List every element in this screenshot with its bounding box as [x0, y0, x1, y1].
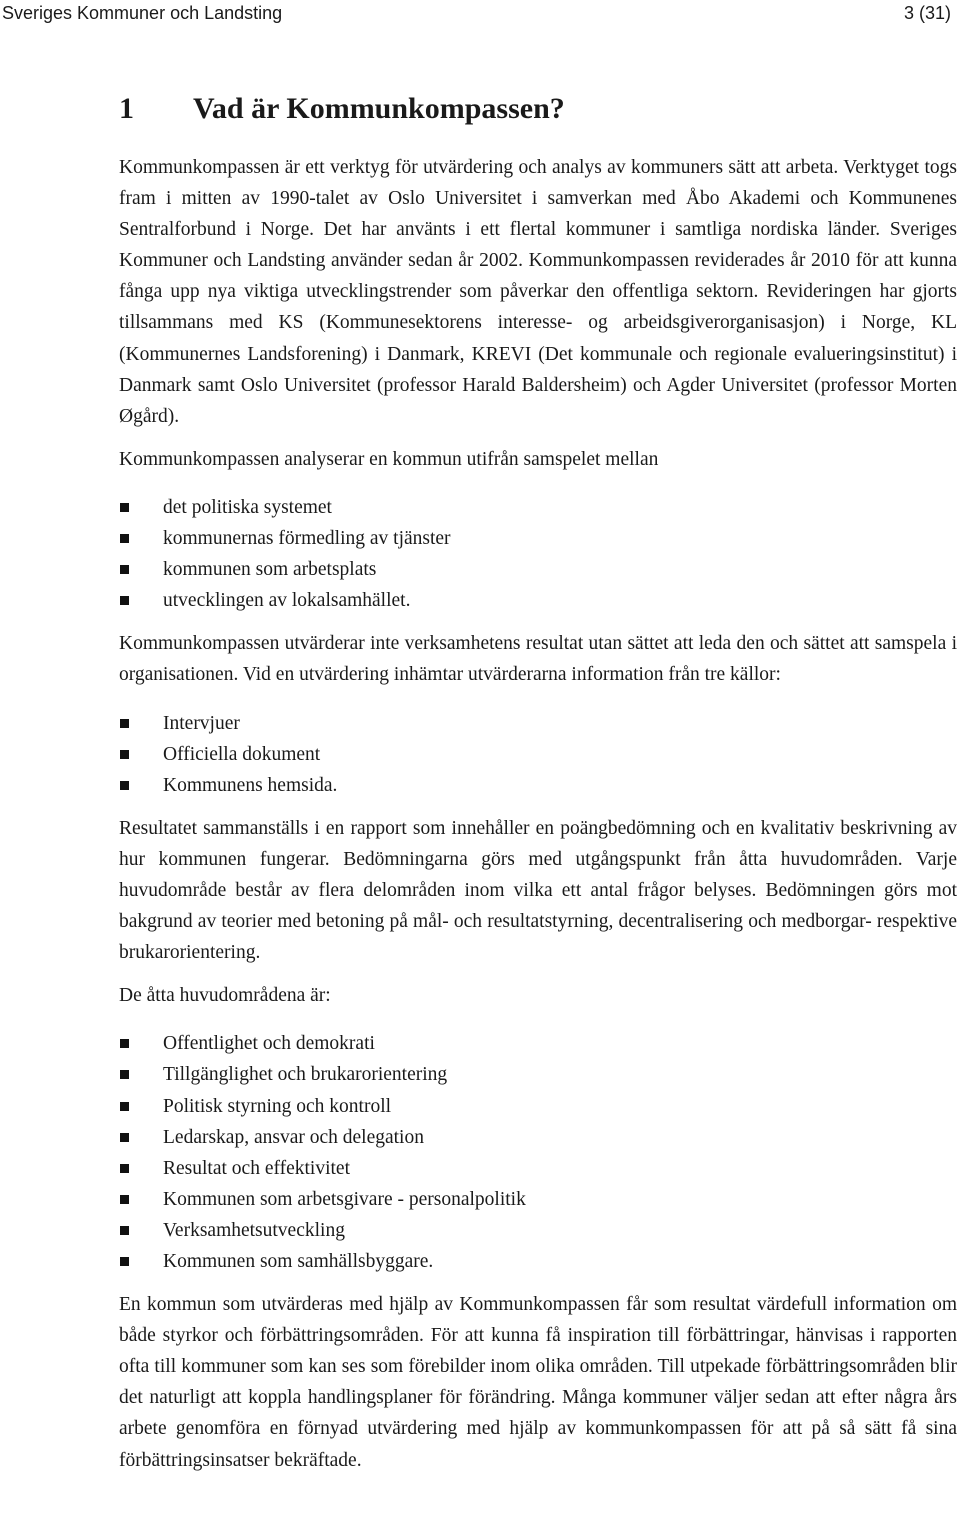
section-heading: [119, 88, 957, 130]
header-page-number: 3 (31): [903, 3, 951, 23]
square-bullet-icon: [120, 719, 129, 728]
section-title: Vad är Kommunkompassen?: [193, 92, 565, 125]
list-item: [119, 1153, 957, 1184]
list-item: [119, 1184, 957, 1215]
list-item-text: Kommunen som samhällsbyggare.: [163, 1251, 434, 1272]
list-item-text: Kommunens hemsida.: [163, 774, 338, 796]
list-item: [119, 1246, 957, 1277]
list-item-text: Kommunen som arbetsgivare - personalpolitik: [163, 1188, 526, 1210]
square-bullet-icon: [120, 750, 129, 759]
list-item-text: kommunernas förmedling av tjänster: [163, 528, 451, 550]
paragraph-main-areas-intro: De åtta huvudområdena är:: [119, 985, 331, 1007]
list-item-text: Tillgänglighet och brukarorientering: [163, 1064, 448, 1086]
document-body: [119, 88, 957, 1488]
list-item: [119, 1091, 957, 1122]
section-number: 1: [119, 92, 134, 125]
paragraph-conclusion: En kommun som utvärderas med hjälp av Kommunkompassen får som resultat värdefull information om både styrkor och förbättringsområden. För att kunna få inspiration till förbättringar, hänvisas i rapporten ofta till kommuner som kan ses som förebilder inom olika områden. Till utpekade förbättringsområden blir det naturligt att koppla handlingsplaner för förändring. Många kommuner väljer sedan att efter några års arbete genomföra en förnyad utvärdering med hjälp av kommunkompassen för att på så sätt få sina förbättringsinsatser bekräftade.: [119, 1294, 957, 1471]
square-bullet-icon: [120, 1133, 129, 1142]
sources-list: [119, 708, 957, 801]
main-areas-list: [119, 1028, 957, 1277]
list-item-text: Resultat och effektivitet: [163, 1157, 351, 1179]
square-bullet-icon: [120, 1039, 129, 1048]
list-item-text: Verksamhetsutveckling: [163, 1219, 345, 1241]
list-item: [119, 1059, 957, 1090]
square-bullet-icon: [120, 534, 129, 543]
list-item: [119, 492, 957, 523]
square-bullet-icon: [120, 1195, 129, 1204]
list-item-text: utvecklingen av lokalsamhället.: [163, 590, 411, 612]
list-item-text: Offentlighet och demokrati: [163, 1033, 375, 1055]
list-item: [119, 1215, 957, 1246]
list-item: [119, 739, 957, 770]
list-item: [119, 708, 957, 739]
list-item: [119, 554, 957, 585]
list-item-text: Officiella dokument: [163, 743, 321, 765]
list-item: [119, 523, 957, 554]
list-item-text: det politiska systemet: [163, 496, 332, 518]
square-bullet-icon: [120, 1070, 129, 1079]
paragraph-evaluation: Kommunkompassen utvärderar inte verksamhetens resultat utan sättet att leda den och sättet att samspela i organisationen. Vid en utvärdering inhämtar utvärderarna information från tre källor:: [119, 633, 957, 686]
list-item-text: Intervjuer: [163, 712, 240, 734]
square-bullet-icon: [120, 1102, 129, 1111]
paragraph-intro: Kommunkompassen är ett verktyg för utvärdering och analys av kommuners sätt att arbeta. Verktyget togs fram i mitten av 1990-talet av Oslo Universitet i samverkan med Åbo Akademi och Kommunenes Sentralforbund i Norge. Det har använts i ett flertal kommuner i samtliga nordiska länder. Sveriges Kommuner och Landsting använder sedan år 2002. Kommunkompassen reviderades år 2010 för att kunna fånga upp nya viktiga utvecklingstrender som påverkar den offentliga sektorn. Revideringen har gjorts tillsammans med KS (Kommunesektorens interesse- og arbeidsgiverorganisasjon) i Norge, KL (Kommunernes Landsforening) i Danmark, KREVI (Det kommunale och regionale evalueringsinstitut) i Danmark samt Oslo Universitet (professor Harald Baldersheim) och Agder Universitet (professor Morten Øgård).: [119, 157, 957, 427]
list-item-text: kommunen som arbetsplats: [163, 559, 377, 581]
paragraph-result: Resultatet sammanställs i en rapport som innehåller en poängbedömning och en kvalitativ beskrivning av hur kommunen fungerar. Bedömningarna görs med utgångspunkt från åtta huvudområden. Varje huvudområde består av flera delområden inom vilka ett antal frågor belyses. Bedömningen görs mot bakgrund av teorier med betoning på mål- och resultatstyrning, decentralisering och medborgar- respektive brukarorientering.: [119, 817, 957, 964]
square-bullet-icon: [120, 565, 129, 574]
list-item: [119, 585, 957, 616]
list-item: [119, 1028, 957, 1059]
square-bullet-icon: [120, 503, 129, 512]
list-item: [119, 770, 957, 801]
square-bullet-icon: [120, 1226, 129, 1235]
paragraph-interplay: Kommunkompassen analyserar en kommun utifrån samspelet mellan: [119, 448, 659, 470]
list-item: [119, 1122, 957, 1153]
list-item-text: Politisk styrning och kontroll: [163, 1095, 392, 1117]
square-bullet-icon: [120, 1257, 129, 1266]
list-item-text: Ledarskap, ansvar och delegation: [163, 1126, 424, 1148]
square-bullet-icon: [120, 781, 129, 790]
interplay-list: [119, 492, 957, 616]
page-header: [0, 0, 960, 28]
square-bullet-icon: [120, 1164, 129, 1173]
header-organization: Sveriges Kommuner och Landsting: [2, 3, 283, 23]
square-bullet-icon: [120, 596, 129, 605]
